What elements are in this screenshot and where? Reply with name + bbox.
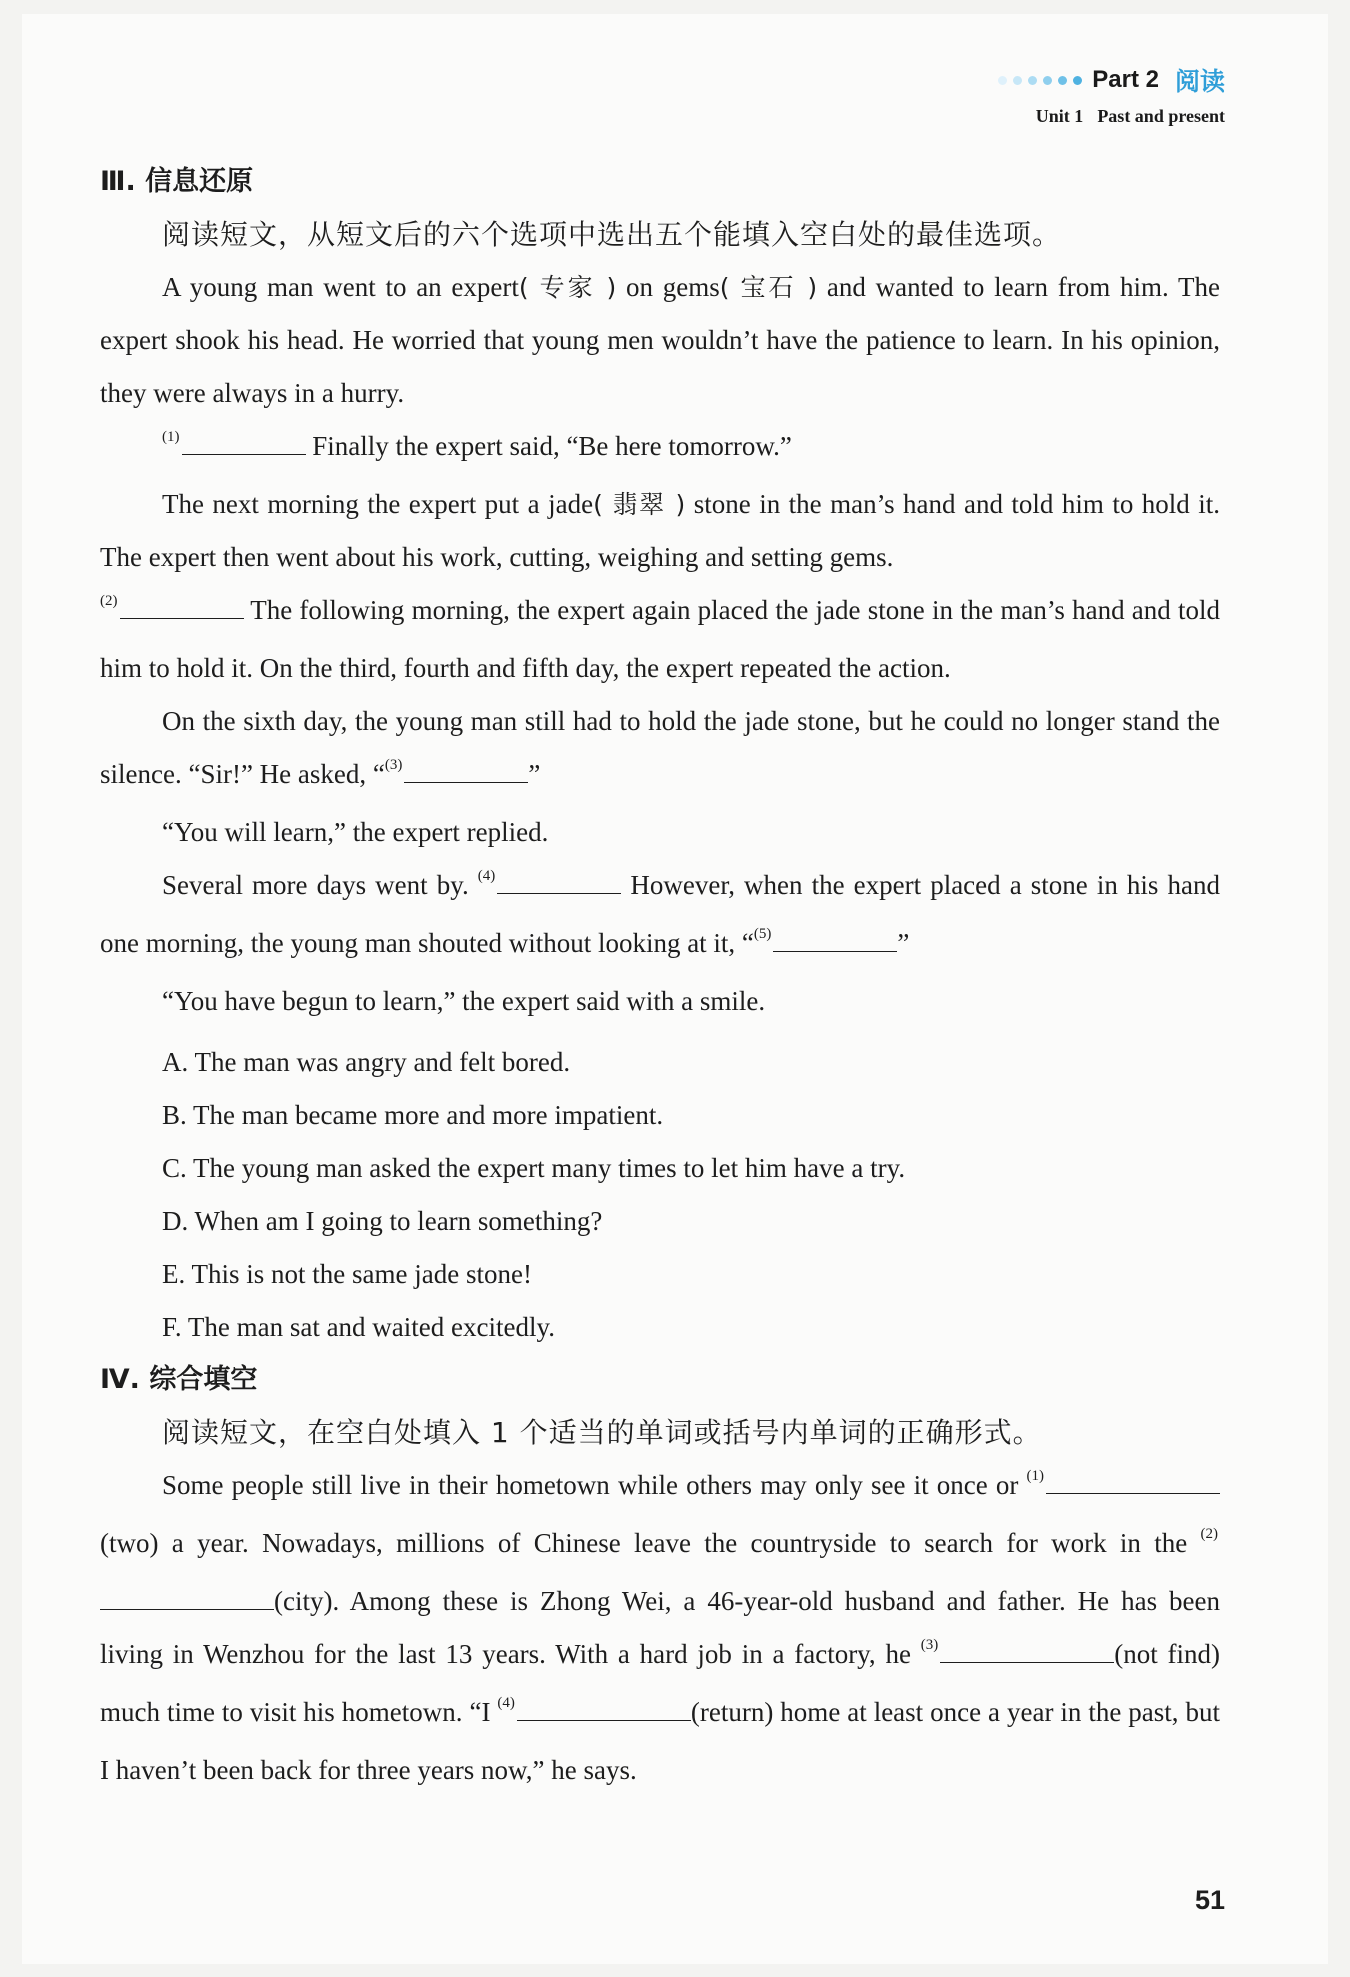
option-item: B. The man became more and more impatient. (162, 1100, 664, 1130)
blank-number: (1) (1026, 1468, 1044, 1484)
text-run: Finally the expert said, “Be here tomorrow.” (305, 431, 792, 461)
answer-blank-1[interactable] (1046, 1469, 1220, 1494)
header-part-cn: 阅读 (1174, 67, 1225, 96)
page-content (100, 156, 1220, 1797)
section-3-instruction: 阅读短文，从短文后的六个选项中选出五个能填入空白处的最佳选项。 (162, 218, 1062, 251)
option-item: C. The young man asked the expert many times to let him have a try. (162, 1153, 906, 1183)
answer-blank-5[interactable] (773, 927, 897, 952)
text-run: ” (528, 759, 541, 789)
text-run: Several more days went by. (162, 870, 478, 900)
text-run: On the sixth day, the young man still had to hold the jade stone, but he could no longer stand the silence. “Sir!” He asked, “ (100, 706, 1220, 789)
text-run: (two) a year. Nowadays, millions of Chinese leave the countryside to search for work in the (100, 1528, 1201, 1558)
text-run: The following morning, the expert again placed the jade stone in the man’s hand and told him to hold it. On the third, fourth and fifth day, the expert repeated the action. (100, 595, 1220, 683)
header-unit-title: Past and present (1097, 106, 1225, 126)
dot-icon (1013, 76, 1022, 85)
answer-blank-1[interactable] (182, 430, 306, 455)
blank-number: (4) (477, 868, 496, 884)
answer-blank-3[interactable] (940, 1638, 1114, 1663)
page-header (998, 62, 1225, 127)
section-4-title: Ⅳ. 综合填空 (100, 1364, 258, 1395)
answer-blank-4[interactable] (517, 1696, 691, 1721)
blank-number: (4) (497, 1695, 515, 1711)
page-number: 51 (1194, 1885, 1225, 1915)
passage-paragraph: “You have begun to learn,” the expert said with a smile. (162, 986, 766, 1016)
header-part: Part 2 (1092, 66, 1159, 93)
passage-paragraph (100, 1459, 1220, 1797)
blank-number: (5) (753, 926, 772, 942)
answer-blank-3[interactable] (404, 758, 528, 783)
section-4-instruction: 阅读短文，在空白处填入 1 个适当的单词或括号内单词的正确形式。 (162, 1416, 1042, 1449)
header-unit: Unit 1 (1035, 106, 1084, 126)
passage-paragraph (100, 859, 1220, 975)
blank-number: (3) (384, 757, 403, 773)
chinese-gloss: ( 宝石 ) (719, 273, 818, 302)
header-dots (998, 76, 1082, 85)
option-list (100, 1036, 1220, 1354)
answer-blank-4[interactable] (497, 869, 621, 894)
blank-number: (2) (100, 593, 118, 609)
option-item: A. The man was angry and felt bored. (162, 1047, 571, 1077)
option-item: F. The man sat and waited excitedly. (162, 1312, 555, 1342)
chinese-gloss: ( 专家 ) (518, 273, 617, 302)
passage-paragraph (100, 695, 1220, 806)
option-item: D. When am I going to learn something? (162, 1206, 603, 1236)
passage-paragraph: “You will learn,” the expert replied. (162, 817, 549, 847)
passage-paragraph (100, 584, 1220, 695)
text-run: Some people still live in their hometown while others may only see it once or (162, 1470, 1027, 1500)
header-part-line (998, 62, 1225, 98)
section-3-title: Ⅲ. 信息还原 (100, 166, 254, 197)
passage-paragraph (100, 420, 1220, 478)
passage-paragraph (100, 261, 1220, 420)
answer-blank-2[interactable] (120, 594, 244, 619)
dot-icon (1043, 76, 1052, 85)
text-run: (return) home at least once a year in the past, but I haven’t been back for three years now,” he says. (100, 1697, 1220, 1785)
text-run: and wanted to learn from him. The expert shook his head. He worried that young men wouldn’t have the patience to learn. In his opinion, they were always in a hurry. (100, 272, 1221, 408)
dot-icon (998, 76, 1007, 85)
header-unit-line (998, 106, 1225, 127)
blank-number: (2) (1200, 1526, 1218, 1542)
chinese-gloss: ( 翡翠 ) (593, 490, 686, 519)
text-run: on gems (616, 272, 720, 302)
text-run: (city). Among these is Zhong Wei, a 46-year-old husband and father. He has been living in Wenzhou for the last 13 years. With a hard job in a factory, he (100, 1586, 1220, 1669)
text-run: However, when the expert placed a stone in his hand one morning, the young man shouted without looking at it, “ (100, 870, 1220, 958)
text-run: (not find) much time to visit his hometown. “I (100, 1639, 1220, 1727)
text-run: stone in the man’s hand and told him to hold it. The expert then went about his work, cutting, weighing and setting gems. (100, 489, 1221, 572)
text-run: The next morning the expert put a jade (162, 489, 594, 519)
dot-icon (1073, 76, 1082, 85)
dot-icon (1058, 76, 1067, 85)
passage-paragraph (100, 478, 1220, 584)
blank-number: (1) (162, 429, 180, 445)
answer-blank-2[interactable] (100, 1585, 274, 1610)
text-run: ” (897, 928, 910, 958)
option-item: E. This is not the same jade stone! (162, 1259, 532, 1289)
text-run: A young man went to an expert (162, 272, 519, 302)
dot-icon (1028, 76, 1037, 85)
blank-number: (3) (920, 1637, 939, 1653)
